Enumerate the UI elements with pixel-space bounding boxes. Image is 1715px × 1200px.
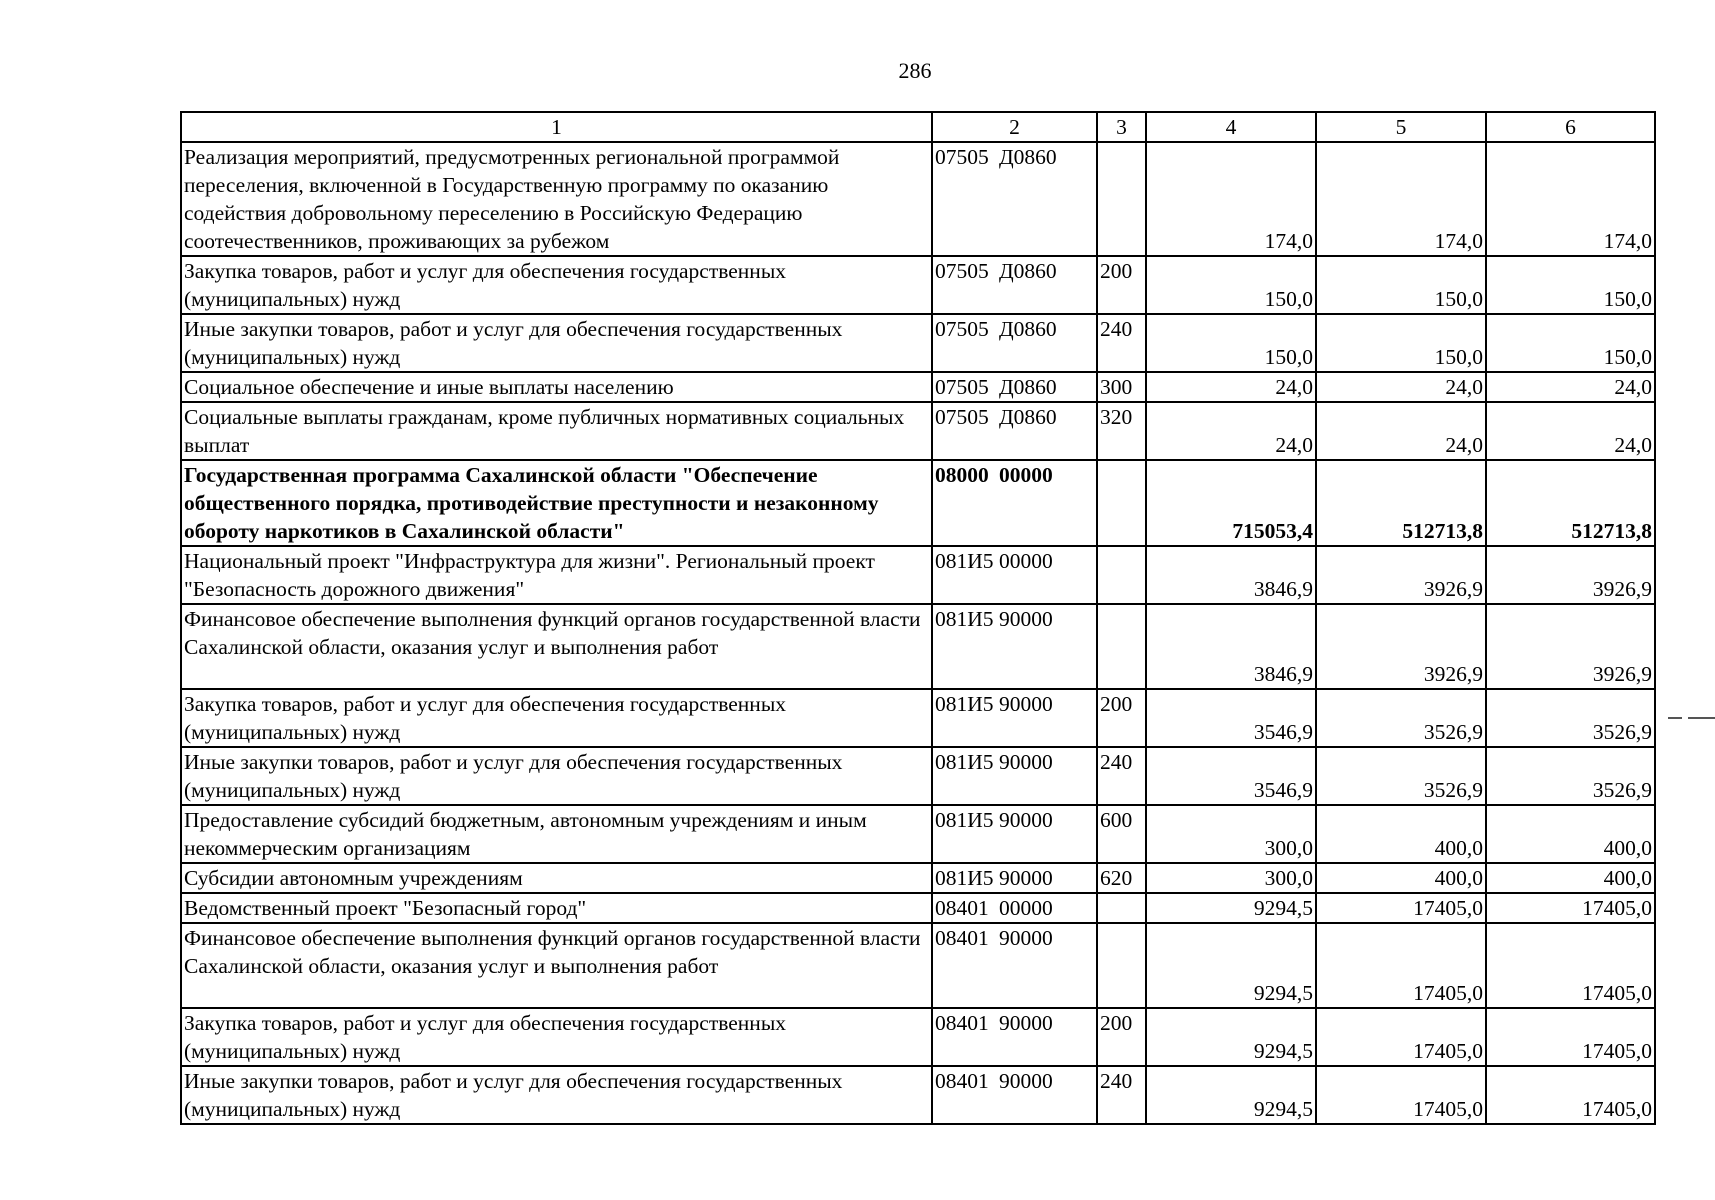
table-row bbox=[181, 256, 1655, 314]
header-row bbox=[181, 112, 1655, 142]
scan-artifact bbox=[1688, 717, 1715, 719]
code-direction: 90000 bbox=[999, 750, 1053, 774]
code-program: 08401 bbox=[935, 1011, 989, 1035]
code-direction: 90000 bbox=[999, 692, 1053, 716]
value-col-6: 3526,9 bbox=[1486, 689, 1655, 747]
row-code bbox=[932, 863, 1097, 893]
row-type: 300 bbox=[1097, 372, 1146, 402]
value-col-6: 24,0 bbox=[1486, 372, 1655, 402]
value-col-6: 150,0 bbox=[1486, 256, 1655, 314]
code-program: 081И5 bbox=[935, 808, 994, 832]
value-col-4: 715053,4 bbox=[1146, 460, 1316, 546]
value-col-5: 24,0 bbox=[1316, 372, 1486, 402]
table-row bbox=[181, 863, 1655, 893]
code-program: 07505 bbox=[935, 317, 989, 341]
value-col-5: 400,0 bbox=[1316, 863, 1486, 893]
row-name: Закупка товаров, работ и услуг для обеспечения государственных (муниципальных) нужд bbox=[181, 1008, 932, 1066]
value-col-6: 17405,0 bbox=[1486, 1008, 1655, 1066]
code-direction: 00000 bbox=[999, 463, 1053, 487]
row-type bbox=[1097, 923, 1146, 1008]
row-name: Предоставление субсидий бюджетным, автономным учреждениям и иным некоммерческим организациям bbox=[181, 805, 932, 863]
table-row bbox=[181, 314, 1655, 372]
row-name: Финансовое обеспечение выполнения функций органов государственной власти Сахалинской области, оказания услуг и выполнения работ bbox=[181, 923, 932, 1008]
value-col-6: 400,0 bbox=[1486, 805, 1655, 863]
code-direction: Д0860 bbox=[999, 375, 1057, 399]
code-program: 07505 bbox=[935, 145, 989, 169]
row-type: 320 bbox=[1097, 402, 1146, 460]
row-code bbox=[932, 142, 1097, 256]
value-col-4: 24,0 bbox=[1146, 372, 1316, 402]
row-code bbox=[932, 402, 1097, 460]
code-program: 07505 bbox=[935, 259, 989, 283]
row-name: Иные закупки товаров, работ и услуг для обеспечения государственных (муниципальных) нужд bbox=[181, 747, 932, 805]
value-col-4: 3846,9 bbox=[1146, 604, 1316, 689]
row-name: Иные закупки товаров, работ и услуг для обеспечения государственных (муниципальных) нужд bbox=[181, 1066, 932, 1124]
row-name: Закупка товаров, работ и услуг для обеспечения государственных (муниципальных) нужд bbox=[181, 689, 932, 747]
table-row bbox=[181, 142, 1655, 256]
code-direction: Д0860 bbox=[999, 405, 1057, 429]
value-col-5: 24,0 bbox=[1316, 402, 1486, 460]
row-name: Финансовое обеспечение выполнения функций органов государственной власти Сахалинской области, оказания услуг и выполнения работ bbox=[181, 604, 932, 689]
code-program: 081И5 bbox=[935, 750, 994, 774]
code-direction: Д0860 bbox=[999, 145, 1057, 169]
value-col-4: 150,0 bbox=[1146, 314, 1316, 372]
code-direction: Д0860 bbox=[999, 317, 1057, 341]
value-col-4: 24,0 bbox=[1146, 402, 1316, 460]
table-row bbox=[181, 923, 1655, 1008]
value-col-5: 3926,9 bbox=[1316, 604, 1486, 689]
code-program: 081И5 bbox=[935, 692, 994, 716]
row-name: Социальные выплаты гражданам, кроме публичных нормативных социальных выплат bbox=[181, 402, 932, 460]
page-number: 286 bbox=[898, 58, 932, 83]
value-col-5: 3526,9 bbox=[1316, 689, 1486, 747]
code-program: 07505 bbox=[935, 405, 989, 429]
row-code bbox=[932, 314, 1097, 372]
table-row bbox=[181, 402, 1655, 460]
row-code bbox=[932, 805, 1097, 863]
row-name: Реализация мероприятий, предусмотренных региональной программой переселения, включенной в Государственную программу по оказанию содействия добровольному переселению в Российскую Федерацию соотечественников, проживающих за рубежом bbox=[181, 142, 932, 256]
budget-table bbox=[180, 111, 1656, 1125]
code-program: 07505 bbox=[935, 375, 989, 399]
value-col-5: 17405,0 bbox=[1316, 893, 1486, 923]
value-col-5: 150,0 bbox=[1316, 256, 1486, 314]
value-col-4: 150,0 bbox=[1146, 256, 1316, 314]
row-code bbox=[932, 460, 1097, 546]
code-program: 081И5 bbox=[935, 607, 994, 631]
code-program: 08000 bbox=[935, 463, 989, 487]
code-direction: 90000 bbox=[999, 808, 1053, 832]
code-direction: 90000 bbox=[999, 1011, 1053, 1035]
row-type bbox=[1097, 142, 1146, 256]
row-name: Государственная программа Сахалинской области "Обеспечение общественного порядка, противодействие преступности и незаконному обороту наркотиков в Сахалинской области" bbox=[181, 460, 932, 546]
value-col-5: 17405,0 bbox=[1316, 923, 1486, 1008]
row-type bbox=[1097, 893, 1146, 923]
row-type bbox=[1097, 546, 1146, 604]
row-name: Субсидии автономным учреждениям bbox=[181, 863, 932, 893]
value-col-4: 3546,9 bbox=[1146, 689, 1316, 747]
code-direction: 00000 bbox=[999, 549, 1053, 573]
value-col-6: 3526,9 bbox=[1486, 747, 1655, 805]
value-col-6: 400,0 bbox=[1486, 863, 1655, 893]
value-col-6: 17405,0 bbox=[1486, 1066, 1655, 1124]
value-col-6: 17405,0 bbox=[1486, 923, 1655, 1008]
column-header: 1 bbox=[181, 112, 932, 142]
value-col-5: 400,0 bbox=[1316, 805, 1486, 863]
value-col-5: 174,0 bbox=[1316, 142, 1486, 256]
value-col-4: 3846,9 bbox=[1146, 546, 1316, 604]
row-type bbox=[1097, 604, 1146, 689]
row-type: 240 bbox=[1097, 747, 1146, 805]
table-row bbox=[181, 893, 1655, 923]
row-name: Иные закупки товаров, работ и услуг для обеспечения государственных (муниципальных) нужд bbox=[181, 314, 932, 372]
value-col-6: 174,0 bbox=[1486, 142, 1655, 256]
row-code bbox=[932, 747, 1097, 805]
code-direction: 00000 bbox=[999, 896, 1053, 920]
row-name: Социальное обеспечение и иные выплаты населению bbox=[181, 372, 932, 402]
row-type: 200 bbox=[1097, 1008, 1146, 1066]
value-col-4: 174,0 bbox=[1146, 142, 1316, 256]
value-col-6: 24,0 bbox=[1486, 402, 1655, 460]
code-direction: 90000 bbox=[999, 607, 1053, 631]
scan-artifact bbox=[1668, 717, 1682, 719]
row-type: 200 bbox=[1097, 689, 1146, 747]
column-header: 3 bbox=[1097, 112, 1146, 142]
value-col-4: 9294,5 bbox=[1146, 1008, 1316, 1066]
row-code bbox=[932, 923, 1097, 1008]
code-program: 08401 bbox=[935, 926, 989, 950]
table-row bbox=[181, 372, 1655, 402]
column-header: 2 bbox=[932, 112, 1097, 142]
value-col-4: 300,0 bbox=[1146, 863, 1316, 893]
row-code bbox=[932, 372, 1097, 402]
value-col-4: 300,0 bbox=[1146, 805, 1316, 863]
row-type: 240 bbox=[1097, 314, 1146, 372]
column-header: 4 bbox=[1146, 112, 1316, 142]
value-col-6: 3926,9 bbox=[1486, 604, 1655, 689]
row-type: 200 bbox=[1097, 256, 1146, 314]
table-row bbox=[181, 546, 1655, 604]
table-row bbox=[181, 689, 1655, 747]
row-name: Национальный проект "Инфраструктура для жизни". Региональный проект "Безопасность дорожного движения" bbox=[181, 546, 932, 604]
row-code bbox=[932, 1008, 1097, 1066]
row-code bbox=[932, 893, 1097, 923]
row-name: Ведомственный проект "Безопасный город" bbox=[181, 893, 932, 923]
row-name: Закупка товаров, работ и услуг для обеспечения государственных (муниципальных) нужд bbox=[181, 256, 932, 314]
table-row bbox=[181, 805, 1655, 863]
table-row bbox=[181, 747, 1655, 805]
code-direction: 90000 bbox=[999, 866, 1053, 890]
code-direction: 90000 bbox=[999, 1069, 1053, 1093]
row-code bbox=[932, 256, 1097, 314]
value-col-6: 3926,9 bbox=[1486, 546, 1655, 604]
row-code bbox=[932, 604, 1097, 689]
value-col-4: 9294,5 bbox=[1146, 1066, 1316, 1124]
table-row bbox=[181, 1066, 1655, 1124]
code-program: 08401 bbox=[935, 1069, 989, 1093]
value-col-6: 150,0 bbox=[1486, 314, 1655, 372]
value-col-6: 512713,8 bbox=[1486, 460, 1655, 546]
table-row bbox=[181, 460, 1655, 546]
row-code bbox=[932, 546, 1097, 604]
value-col-5: 17405,0 bbox=[1316, 1008, 1486, 1066]
code-program: 081И5 bbox=[935, 549, 994, 573]
value-col-5: 3526,9 bbox=[1316, 747, 1486, 805]
row-code bbox=[932, 689, 1097, 747]
value-col-4: 9294,5 bbox=[1146, 893, 1316, 923]
column-header: 5 bbox=[1316, 112, 1486, 142]
value-col-5: 150,0 bbox=[1316, 314, 1486, 372]
value-col-4: 9294,5 bbox=[1146, 923, 1316, 1008]
row-type: 620 bbox=[1097, 863, 1146, 893]
row-code bbox=[932, 1066, 1097, 1124]
row-type: 240 bbox=[1097, 1066, 1146, 1124]
column-header: 6 bbox=[1486, 112, 1655, 142]
code-direction: Д0860 bbox=[999, 259, 1057, 283]
table-row bbox=[181, 1008, 1655, 1066]
row-type bbox=[1097, 460, 1146, 546]
row-type: 600 bbox=[1097, 805, 1146, 863]
value-col-5: 3926,9 bbox=[1316, 546, 1486, 604]
code-direction: 90000 bbox=[999, 926, 1053, 950]
table-row bbox=[181, 604, 1655, 689]
value-col-5: 512713,8 bbox=[1316, 460, 1486, 546]
code-program: 08401 bbox=[935, 896, 989, 920]
value-col-6: 17405,0 bbox=[1486, 893, 1655, 923]
value-col-5: 17405,0 bbox=[1316, 1066, 1486, 1124]
value-col-4: 3546,9 bbox=[1146, 747, 1316, 805]
code-program: 081И5 bbox=[935, 866, 994, 890]
